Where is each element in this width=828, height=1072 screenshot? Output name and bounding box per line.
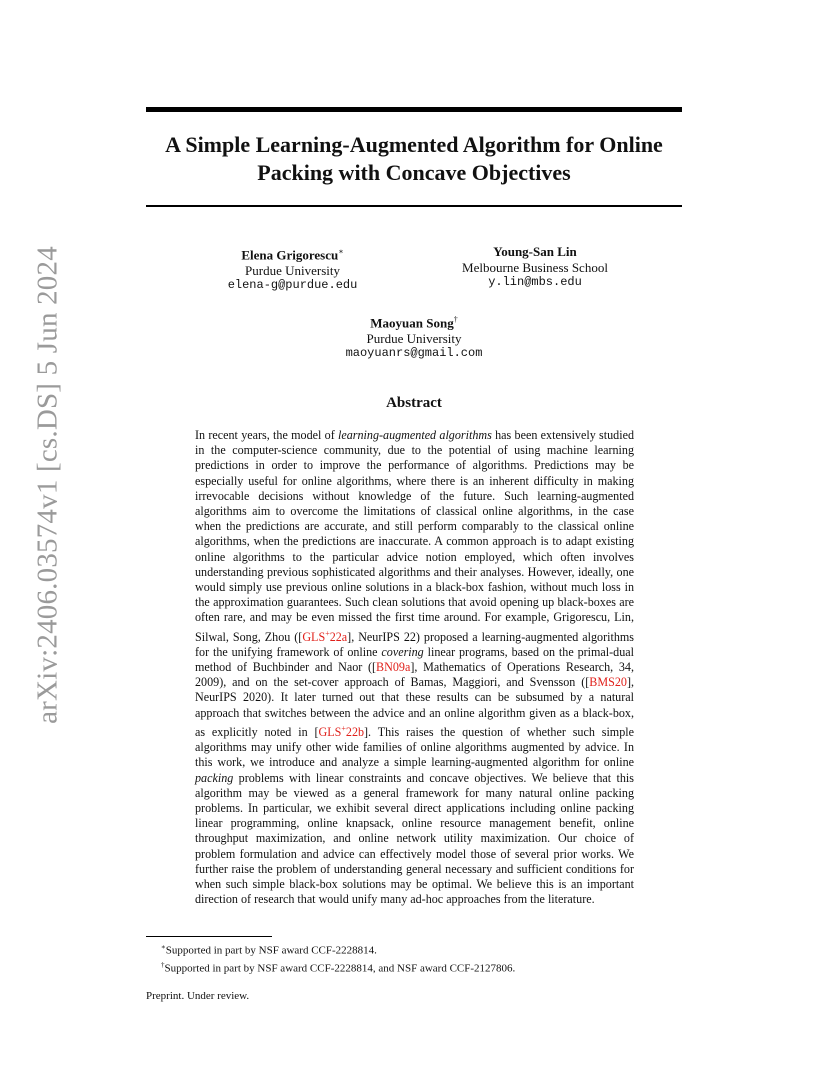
abstract-text: problems with linear constraints and concave objectives. We believe that this algorithm may be viewed as a general framework for many natural online packing problems. In particular, we exhibit several direct applications including online packing linear programming, online knapsack, online resource management benefit, online throughput maximization, and online network utility maximization. Our choice of problem formulation and advice can effectively model those of several prior works. We further raise the problem of understanding general necessary and sufficient conditions for when such simple black-box solutions may be optimal. We believe this is an important direction of research that would unify many ad-hoc approaches from the literature. <box>195 770 634 907</box>
abstract-text: ], NeurIPS 2020). It later turned out that these results can be subsumed by a natural approach that switches between the advice and an online algorithm given as a black-box, as explicitly noted in [ <box>195 675 634 739</box>
abstract-heading: Abstract <box>386 395 442 411</box>
abstract-emphasis: learning-augmented algorithms <box>338 428 492 442</box>
paper-title <box>146 131 682 187</box>
author-email[interactable]: maoyuanrs@gmail.com <box>345 346 483 361</box>
author-block-2 <box>430 244 640 291</box>
abstract-text: linear programs, based on the primal-dual method of Buchbinder and Naor ([ <box>195 644 634 675</box>
citation-link-bn09a[interactable]: BN09a <box>376 660 411 675</box>
author-name: Elena Grigorescu <box>241 247 339 263</box>
preprint-note: Preprint. Under review. <box>146 990 250 1002</box>
abstract-text: has been extensively studied in the computer-science community, due to the potential of using machine learning predictions in order to improve the performance of algorithms. Predictions may be especially useful for online algorithms, where there is an inherent difficulty in making irrevocable decisions without knowledge of the future. Such learning-augmented algorithms aim to overcome the limitations of classical online algorithms, in the case when the predictions are accurate, and still perform comparably to the classical online algorithms, when the predictions are inaccurate. A common approach is to adapt existing online algorithms to the particular advice notion employed, which often involves understanding previous sophisticated algorithms and their analyses. However, ideally, one would simply use previous online solutions in a black-box fashion, without much loss in the approximation guarantees. Such clean solutions that avoid opening up black-boxes are often rare, and may be even missed the first time around. For example, Grigorescu, Lin, Silwal, Song, Zhou ([ <box>195 428 634 644</box>
author-block-1 <box>210 244 375 294</box>
author-affiliation: Purdue University <box>366 330 462 346</box>
abstract-emphasis: packing <box>195 770 234 785</box>
author-block-3 <box>320 312 508 362</box>
title-line-2: Packing with Concave Objectives <box>257 160 571 185</box>
title-line-1: A Simple Learning-Augmented Algorithm for Online <box>165 132 663 157</box>
footnote-2: †Supported in part by NSF award CCF-2228814, and NSF award CCF-2127806. <box>161 961 516 975</box>
abstract-text: ], Mathematics of Operations Research, 34, 2009), and on the set-cover approach of Bamas, Maggiori, and Svensson ([ <box>195 660 634 690</box>
author-footnote-mark: † <box>453 315 458 324</box>
title-bottom-rule <box>146 205 682 207</box>
abstract-text: ]. This raises the question of whether such simple algorithms may unify other wide families of online algorithms augmented by advice. In this work, we introduce and analyze a simple learning-augmented algorithm for online <box>195 724 634 770</box>
author-affiliation: Melbourne Business School <box>462 259 608 275</box>
footnotes <box>161 940 681 976</box>
author-footnote-mark: ∗ <box>338 247 344 256</box>
citation-link-bms20[interactable]: BMS20 <box>589 675 627 690</box>
author-name: Maoyuan Song <box>370 315 454 331</box>
footnote-rule <box>146 936 272 937</box>
author-name: Young-San Lin <box>493 244 577 259</box>
abstract-body <box>195 428 634 907</box>
author-email[interactable]: elena-g@purdue.edu <box>227 278 358 293</box>
footnote-1: ∗Supported in part by NSF award CCF-2228814. <box>161 943 377 957</box>
arxiv-stamp-text: arXiv:2406.03574v1 [cs.DS] 5 Jun 2024 <box>31 246 64 724</box>
author-email[interactable]: y.lin@mbs.edu <box>488 275 582 289</box>
title-top-rule <box>146 107 682 112</box>
abstract-emphasis: covering <box>381 644 424 659</box>
citation-link-gls22b[interactable]: GLS+22b <box>318 723 365 739</box>
abstract-text: In recent years, the model of <box>195 428 339 442</box>
abstract-text: ], NeurIPS 22) proposed a learning-augmented algorithms for the unifying framework of online <box>195 629 634 659</box>
author-affiliation: Purdue University <box>245 262 340 278</box>
citation-link-gls22a[interactable]: GLS+22a <box>302 628 348 644</box>
